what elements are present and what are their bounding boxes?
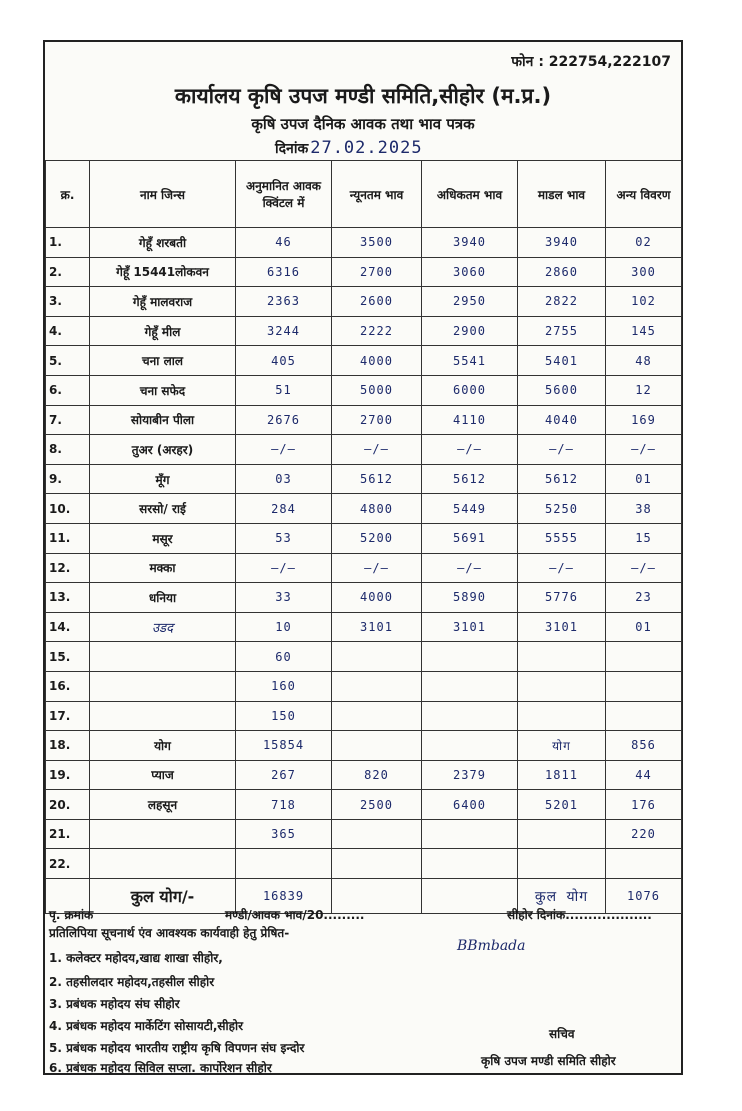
cell-arrival: 10 (236, 612, 332, 642)
date-value: 27.02.2025 (310, 138, 423, 158)
cell-max-rate: 4110 (422, 405, 518, 435)
cell-max-rate: —/— (422, 435, 518, 465)
phone-numbers: फोन : 222754,222107 (511, 54, 671, 70)
cell-arrival: 2676 (236, 405, 332, 435)
col-header-max-rate: अधिकतम भाव (422, 161, 518, 228)
col-header-other: अन्य विवरण (606, 161, 682, 228)
cell-commodity: उडद (90, 612, 236, 642)
cell-other: —/— (606, 553, 682, 583)
table-row (46, 790, 682, 820)
cell-max-rate: 3101 (422, 612, 518, 642)
cell-max-rate (422, 819, 518, 849)
cell-commodity: चना सफेद (90, 375, 236, 405)
cell-arrival: 53 (236, 523, 332, 553)
cell-modal-rate (518, 671, 606, 701)
cell-modal-rate: 5612 (518, 464, 606, 494)
cell-min-rate (332, 701, 422, 731)
cell-min-rate: —/— (332, 435, 422, 465)
cell-other: 48 (606, 346, 682, 376)
grand-total-arrival: 16839 (236, 879, 332, 914)
cell-arrival: 03 (236, 464, 332, 494)
table-row (46, 760, 682, 790)
table-row (46, 464, 682, 494)
cell-max-rate: 5612 (422, 464, 518, 494)
cell-modal-rate (518, 849, 606, 879)
signature: BBmbada (457, 938, 526, 954)
table-row (46, 287, 682, 317)
table-row (46, 849, 682, 879)
sheet-subtitle: कृषि उपज दैनिक आवक तथा भाव पत्रक (251, 115, 475, 133)
cell-arrival: —/— (236, 553, 332, 583)
cell-other: 01 (606, 464, 682, 494)
cell-commodity: मसूर (90, 523, 236, 553)
cell-min-rate (332, 849, 422, 879)
cell-min-rate: 4000 (332, 583, 422, 613)
cell-other: 15 (606, 523, 682, 553)
cell-commodity (90, 849, 236, 879)
cell-min-rate (332, 671, 422, 701)
cell-commodity: गेहूँ मील (90, 316, 236, 346)
cell-serial: 3. (46, 287, 90, 317)
cell-min-rate: 4800 (332, 494, 422, 524)
cell-other: 169 (606, 405, 682, 435)
cell-other: 23 (606, 583, 682, 613)
cell-other: 220 (606, 819, 682, 849)
cell-modal-rate (518, 819, 606, 849)
cell-serial: 18. (46, 731, 90, 761)
cell-serial: 16. (46, 671, 90, 701)
cell-arrival: 6316 (236, 257, 332, 287)
cell-other (606, 849, 682, 879)
cell-arrival: 405 (236, 346, 332, 376)
cell-min-rate (332, 642, 422, 672)
cell-arrival: 365 (236, 819, 332, 849)
cell-modal-rate: —/— (518, 553, 606, 583)
cell-commodity (90, 819, 236, 849)
grand-total-other-label: कुल योग (518, 879, 606, 914)
cell-min-rate: 2500 (332, 790, 422, 820)
cell-max-rate: 6000 (422, 375, 518, 405)
cell-arrival: 284 (236, 494, 332, 524)
cell-commodity (90, 701, 236, 731)
cell-serial: 8. (46, 435, 90, 465)
grand-total-label: कुल योग/- (90, 879, 236, 914)
cell-commodity: धनिया (90, 583, 236, 613)
cell-commodity: मक्का (90, 553, 236, 583)
cell-commodity: योग (90, 731, 236, 761)
cell-arrival: 3244 (236, 316, 332, 346)
cell-modal-rate: 2860 (518, 257, 606, 287)
city-date: सीहोर दिनांक................... (507, 908, 652, 922)
table-row (46, 316, 682, 346)
col-header-serial: क्र. (46, 161, 90, 228)
col-header-commodity: नाम जिन्स (90, 161, 236, 228)
recipient-3: 3. प्रबंधक महोदय संघ सीहोर (49, 997, 180, 1011)
recipient-4: 4. प्रबंधक महोदय मार्केटिंग सोसायटी,सीहोर (49, 1019, 244, 1033)
cell-other: 01 (606, 612, 682, 642)
grand-total-empty-max (422, 879, 518, 914)
table-row (46, 819, 682, 849)
cell-max-rate: 5541 (422, 346, 518, 376)
recipient-5: 5. प्रबंधक महोदय भारतीय राष्ट्रीय कृषि विपणन संघ इन्दोर (49, 1041, 305, 1055)
cell-other: 102 (606, 287, 682, 317)
table-row (46, 642, 682, 672)
cell-arrival: 267 (236, 760, 332, 790)
cell-modal-rate: 5401 (518, 346, 606, 376)
cell-max-rate: 2379 (422, 760, 518, 790)
cell-modal-rate: 5776 (518, 583, 606, 613)
cell-serial: 21. (46, 819, 90, 849)
table-row (46, 494, 682, 524)
cell-arrival: 150 (236, 701, 332, 731)
reference-number-label: पृ. क्रमांक (49, 908, 94, 922)
table-row (46, 553, 682, 583)
cell-modal-rate (518, 642, 606, 672)
cell-commodity (90, 671, 236, 701)
rate-sheet-document (43, 40, 683, 1075)
arrival-rate-table (45, 160, 682, 914)
cell-arrival: 718 (236, 790, 332, 820)
cell-commodity: तुअर (अरहर) (90, 435, 236, 465)
table-row (46, 731, 682, 761)
cell-arrival (236, 849, 332, 879)
cell-other: 12 (606, 375, 682, 405)
cell-serial: 9. (46, 464, 90, 494)
cell-modal-rate: योग (518, 731, 606, 761)
table-row (46, 405, 682, 435)
cell-min-rate: 3500 (332, 228, 422, 258)
cell-min-rate: 820 (332, 760, 422, 790)
cell-serial: 5. (46, 346, 90, 376)
cell-commodity (90, 642, 236, 672)
table-row (46, 671, 682, 701)
cell-max-rate: 6400 (422, 790, 518, 820)
cell-modal-rate: 5555 (518, 523, 606, 553)
cell-min-rate: 5200 (332, 523, 422, 553)
cell-other (606, 642, 682, 672)
date-line (275, 138, 423, 158)
cell-serial: 11. (46, 523, 90, 553)
cell-serial: 20. (46, 790, 90, 820)
recipient-6: 6. प्रबंधक महोदय सिविल सप्ला. कार्पोरेशन सीहोर (49, 1061, 272, 1075)
cell-min-rate: 5000 (332, 375, 422, 405)
cell-arrival: 160 (236, 671, 332, 701)
cell-max-rate: 3060 (422, 257, 518, 287)
cell-other (606, 671, 682, 701)
cell-min-rate: 2222 (332, 316, 422, 346)
cell-other: 38 (606, 494, 682, 524)
cell-max-rate (422, 731, 518, 761)
cell-arrival: 2363 (236, 287, 332, 317)
cell-other: 145 (606, 316, 682, 346)
secretary-org: कृषि उपज मण्डी समिति सीहोर (481, 1054, 616, 1068)
cell-serial: 17. (46, 701, 90, 731)
cell-serial: 2. (46, 257, 90, 287)
cell-min-rate (332, 819, 422, 849)
table-row (46, 583, 682, 613)
cell-serial: 10. (46, 494, 90, 524)
cell-other: 44 (606, 760, 682, 790)
cell-arrival: 60 (236, 642, 332, 672)
col-header-arrival: अनुमानित आवक क्विंटल में (236, 161, 332, 228)
cell-modal-rate: 5201 (518, 790, 606, 820)
table-row (46, 346, 682, 376)
cell-modal-rate (518, 701, 606, 731)
cell-serial: 12. (46, 553, 90, 583)
table-row (46, 523, 682, 553)
cell-serial: 7. (46, 405, 90, 435)
cell-other: 02 (606, 228, 682, 258)
cell-min-rate (332, 731, 422, 761)
cell-modal-rate: 4040 (518, 405, 606, 435)
col-header-min-rate: न्यूनतम भाव (332, 161, 422, 228)
cell-max-rate: 2950 (422, 287, 518, 317)
cell-min-rate: 2700 (332, 257, 422, 287)
cell-commodity: लहसून (90, 790, 236, 820)
table-row (46, 375, 682, 405)
forward-note: प्रतिलिपिया सूचनार्थ एंव आवश्यक कार्यवाही हेतु प्रेषित- (49, 926, 290, 940)
cell-commodity: मूँग (90, 464, 236, 494)
cell-modal-rate: 2822 (518, 287, 606, 317)
cell-min-rate: —/— (332, 553, 422, 583)
secretary-title: सचिव (549, 1027, 575, 1041)
cell-arrival: 51 (236, 375, 332, 405)
recipient-2: 2. तहसीलदार महोदय,तहसील सीहोर (49, 975, 215, 989)
cell-max-rate (422, 701, 518, 731)
cell-commodity: गेहूँ मालवराज (90, 287, 236, 317)
cell-other: 176 (606, 790, 682, 820)
cell-serial: 13. (46, 583, 90, 613)
cell-arrival: —/— (236, 435, 332, 465)
cell-serial: 19. (46, 760, 90, 790)
cell-serial: 14. (46, 612, 90, 642)
cell-max-rate: 5890 (422, 583, 518, 613)
cell-max-rate: 5691 (422, 523, 518, 553)
cell-modal-rate: 5600 (518, 375, 606, 405)
cell-modal-rate: —/— (518, 435, 606, 465)
cell-arrival: 33 (236, 583, 332, 613)
cell-other: 300 (606, 257, 682, 287)
cell-serial: 1. (46, 228, 90, 258)
cell-serial: 15. (46, 642, 90, 672)
cell-min-rate: 4000 (332, 346, 422, 376)
grand-total-other: 1076 (606, 879, 682, 914)
cell-max-rate (422, 671, 518, 701)
cell-max-rate: 2900 (422, 316, 518, 346)
cell-max-rate (422, 849, 518, 879)
cell-commodity: सोयाबीन पीला (90, 405, 236, 435)
table-row (46, 257, 682, 287)
cell-min-rate: 2700 (332, 405, 422, 435)
cell-modal-rate: 5250 (518, 494, 606, 524)
cell-commodity: चना लाल (90, 346, 236, 376)
cell-max-rate: —/— (422, 553, 518, 583)
cell-other (606, 701, 682, 731)
cell-serial: 4. (46, 316, 90, 346)
cell-modal-rate: 3101 (518, 612, 606, 642)
cell-commodity: प्याज (90, 760, 236, 790)
date-label: दिनांक (275, 141, 309, 157)
cell-arrival: 15854 (236, 731, 332, 761)
reference-middle: मण्डी/आवक भाव/20......... (225, 908, 365, 922)
cell-min-rate: 3101 (332, 612, 422, 642)
table-header-row (46, 161, 682, 228)
table-row (46, 701, 682, 731)
cell-modal-rate: 1811 (518, 760, 606, 790)
cell-other: —/— (606, 435, 682, 465)
cell-serial: 22. (46, 849, 90, 879)
table-row (46, 228, 682, 258)
cell-modal-rate: 3940 (518, 228, 606, 258)
cell-commodity: गेहूँ शरबती (90, 228, 236, 258)
cell-other: 856 (606, 731, 682, 761)
cell-max-rate (422, 642, 518, 672)
col-header-modal-rate: माडल भाव (518, 161, 606, 228)
cell-min-rate: 2600 (332, 287, 422, 317)
cell-serial: 6. (46, 375, 90, 405)
cell-commodity: सरसो/ राई (90, 494, 236, 524)
cell-modal-rate: 2755 (518, 316, 606, 346)
cell-arrival: 46 (236, 228, 332, 258)
office-title: कार्यालय कृषि उपज मण्डी समिति,सीहोर (म.प्र.) (174, 84, 552, 108)
recipient-1: 1. कलेक्टर महोदय,खाद्य शाखा सीहोर, (49, 951, 223, 965)
cell-min-rate: 5612 (332, 464, 422, 494)
table-row (46, 435, 682, 465)
cell-max-rate: 3940 (422, 228, 518, 258)
cell-max-rate: 5449 (422, 494, 518, 524)
table-row (46, 612, 682, 642)
cell-commodity: गेहूँ 15441लोकवन (90, 257, 236, 287)
